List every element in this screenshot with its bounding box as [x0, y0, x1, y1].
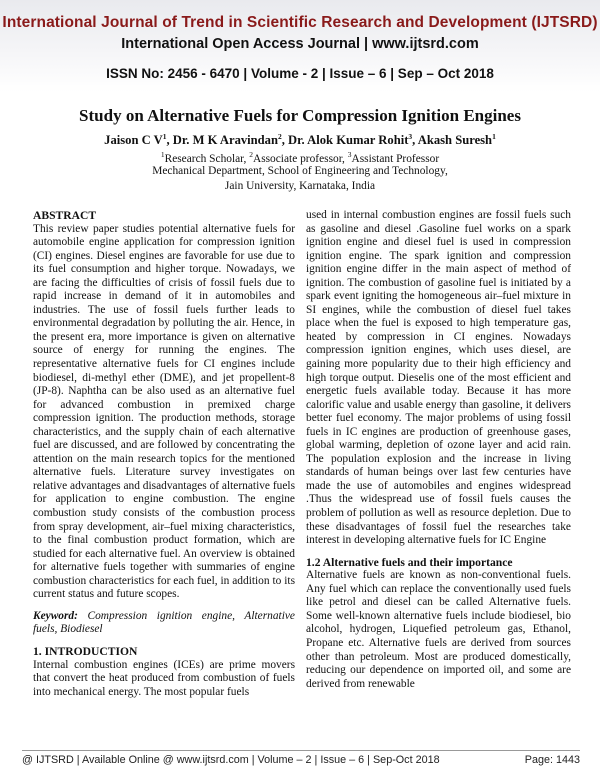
- intro-heading: 1. INTRODUCTION: [33, 644, 138, 658]
- affiliation-university: Jain University, Karnataka, India: [224, 180, 376, 192]
- section-1-2-heading: 1.2 Alternative fuels and their importance: [306, 555, 513, 569]
- author-name: Dr. Alok Kumar Rohit: [288, 133, 409, 148]
- role-1: Research Scholar,: [164, 152, 250, 165]
- author-list: Jaison C $V^1$, Dr. M K Aravindan$^2$, Dr. Alok Kumar Rohit$^3$, Akash Suresh$^1$: [104, 132, 496, 148]
- footer-left: @ IJTSRD | Available Online @ www.ijtsrd.com | Volume – 2 | Issue – 6 | Sep-Oct 2018: [22, 754, 440, 766]
- keywords-text: Compression ignition engine, Alternative fuels, Biodiesel: [33, 609, 295, 636]
- page-number: Page: 1443: [524, 754, 580, 766]
- author-sup: 2: [277, 132, 282, 141]
- left-column: [33, 209, 295, 699]
- affiliation-roles: $^1$Research Scholar, $^2$Associate professor, $^3$Assistant Professor: [160, 150, 440, 165]
- author-name: Dr. M K Aravindan: [172, 133, 278, 148]
- right-column: [306, 209, 571, 691]
- journal-access-line: International Open Access Journal | www.ijtsrd.com: [121, 36, 479, 52]
- author-name: Jaison C V: [104, 133, 163, 148]
- role-2: Associate professor,: [252, 152, 348, 165]
- journal-issn-line: ISSN No: 2456 - 6470 | Volume - 2 | Issue – 6 | Sep – Oct 2018: [106, 66, 494, 81]
- affiliation-department: Mechanical Department, School of Engineering and Technology,: [152, 165, 448, 177]
- keywords-label: Keyword:: [33, 609, 78, 622]
- author-sup: 3: [408, 132, 413, 141]
- page-footer: [22, 750, 580, 766]
- author-sup: 1: [162, 132, 167, 141]
- author-name: Akash Suresh: [417, 133, 493, 148]
- intro-text-left: Internal combustion engines (ICEs) are prime movers that convert the heat produced from combustion of fuels into mechanical energy. The most popular fuels: [33, 658, 295, 698]
- role-3: Assistant Professor: [351, 152, 440, 165]
- paper-title: Study on Alternative Fuels for Compression Ignition Engines: [79, 106, 521, 125]
- intro-text-right: used in internal combustion engines are fossil fuels such as gasoline and diesel .Gasoline fuel works on a spark ignition engine and diesel fuel is used in compression ignition engine. The spark ignition and compression ignition engine differ in the main aspect of method of ignition. The combustion of gasoline fuel is initiated by a spark event igniting the homogeneous air–fuel mixture in SI engines, while the combustion of diesel fuel takes place when the fuel is exposed to high temperature gas, heated by compression in CI engines. Nowadays compression ignition engines, which uses diesel, are gaining more popularity due to their high efficiency and high torque output. Dieselis one of the most efficient and energetic fuels available today. Because it has more calorific value and usable energy than gasoline, it delivers better fuel economy. The major problems of using fossil fuels in IC engines are production of greenhouse gases, global warming, depletion of ozone layer and acid rain. The population explosion and the increase in living standards of human beings over last few centuries have made the use of automobiles and engines widespread .Thus the widespread use of fossil fuels causes the problem of pollution as well as resource depletion. Due to these disadvantages of fossil fuel the researches take interest in developing alternative fuels for IC Engine: [306, 209, 571, 547]
- section-1-2-text: Alternative fuels are known as non-conventional fuels. Any fuel which can replace the conventionally used fuels like petrol and diesel can be called Alternative fuels. Some well-known alternative fuels include biodiesel, bio alcohol, hydrogen, Liquefied petroleum gas, Ethanol, Propane etc. Alternative fuels are derived from sources other than petroleum. Most are produced domestically, reducing our dependence on imported oil, and some are derived from renewable: [306, 569, 571, 690]
- author-sup: 1: [492, 132, 496, 141]
- journal-name: International Journal of Trend in Scientific Research and Development (IJTSRD): [2, 14, 598, 31]
- abstract-text: This review paper studies potential alternative fuels for automobile engine application for compression ignition (CI) engines. Diesel engines are favorable for use due to its fuel consumption and higher torque. Nowadays, we are facing the difficulties of crisis of fossil fuels due to rapid increase in demand of it in automobiles and industries. The use of fossil fuels further leads to environmental degradation by polluting the air. Hence, in the present era, more importance is given on alternative source of energy for running the engines. The representative alternative fuels for CI engines include biodiesel, di-methyl ether (DME), and jet propellent-8 (JP-8). Naphtha can be also used as an alternative fuel for advanced combustion in premixed charge compression ignition. The production methods, storage characteristics, and the supply chain of each alternative fuel are discussed, and are followed by concentrating the attention on the main research topics for the mentioned alternative fuels. Literature survey investigates on relative advantages and disadvantages of alternative fuels for application to engine combustion. The engine combustion study consists of the combustion process from spray development, air–fuel mixing characteristics, to the final combustion product formation, which are studied for each alternative fuel. An overview is obtained for alternative fuels together with summaries of engine combustion characteristics for each fuel, in addition to its current status and future scopes.: [33, 222, 295, 601]
- abstract-heading: ABSTRACT: [33, 209, 97, 222]
- keywords: [33, 610, 295, 637]
